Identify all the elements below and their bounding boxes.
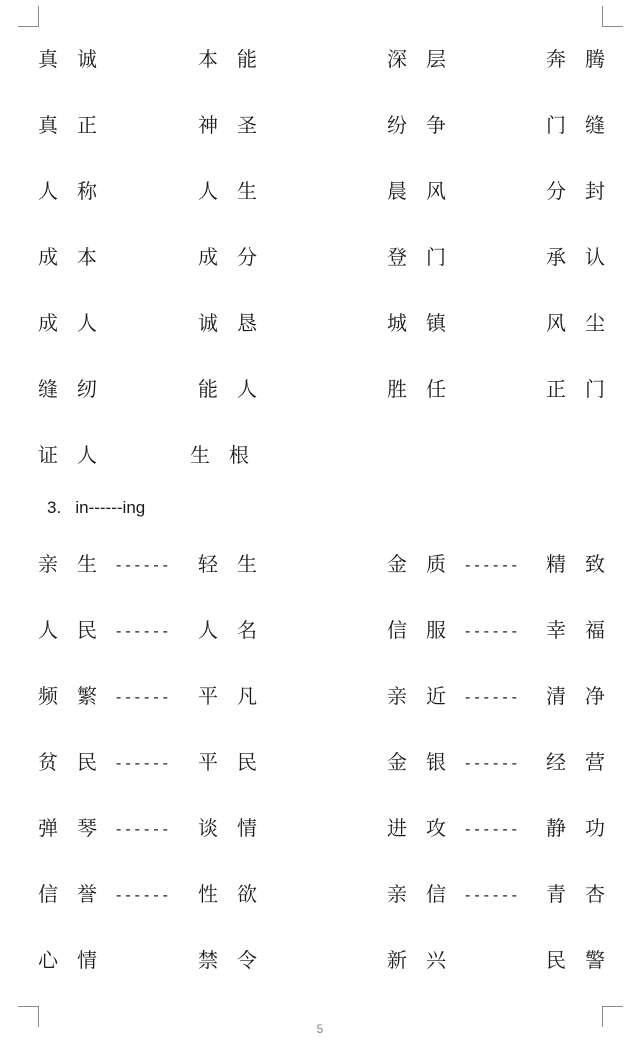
dash-connector: ------ — [116, 755, 172, 772]
dash-connector: ------ — [116, 623, 172, 640]
word-pair: 真诚 — [38, 47, 116, 71]
word: 平凡 — [198, 684, 276, 708]
word: 清净 — [546, 684, 624, 708]
word-pair: 生根 — [190, 443, 268, 467]
dash-connector: ------ — [465, 623, 521, 640]
word: 人民 — [38, 618, 116, 642]
word-pair: 能人 — [198, 377, 276, 401]
dash-connector: ------ — [116, 557, 172, 574]
dash-connector: ------ — [465, 755, 521, 772]
word: 亲生 — [38, 552, 116, 576]
word: 贫民 — [38, 750, 116, 774]
word: 心情 — [38, 948, 116, 972]
word: 禁令 — [198, 948, 276, 972]
dash-connector: ------ — [465, 689, 521, 706]
word: 幸福 — [546, 618, 624, 642]
word-pair: 登门 — [387, 245, 465, 269]
word-pair: 分封 — [546, 179, 624, 203]
word-pair: 深层 — [387, 47, 465, 71]
word: 金质 — [387, 552, 465, 576]
word: 信誉 — [38, 882, 116, 906]
word-pair: 纷争 — [387, 113, 465, 137]
word-pair: 承认 — [546, 245, 624, 269]
word: 轻生 — [198, 552, 276, 576]
word-pair: 门缝 — [546, 113, 624, 137]
word-pair: 奔腾 — [546, 47, 624, 71]
word: 青杏 — [546, 882, 624, 906]
word: 新兴 — [387, 948, 465, 972]
dash-connector: ------ — [465, 887, 521, 904]
word: 亲信 — [387, 882, 465, 906]
word-pair: 本能 — [198, 47, 276, 71]
word: 进攻 — [387, 816, 465, 840]
dash-connector: ------ — [465, 557, 521, 574]
word-pair: 风尘 — [546, 311, 624, 335]
word: 频繁 — [38, 684, 116, 708]
dash-connector: ------ — [465, 821, 521, 838]
word-pair: 胜任 — [387, 377, 465, 401]
word-pair: 城镇 — [387, 311, 465, 335]
word-pair: 神圣 — [198, 113, 276, 137]
word-pair: 缝纫 — [38, 377, 116, 401]
word: 性欲 — [198, 882, 276, 906]
word: 弹琴 — [38, 816, 116, 840]
word: 平民 — [198, 750, 276, 774]
word-pair: 成人 — [38, 311, 116, 335]
word-pair: 真正 — [38, 113, 116, 137]
word-pair: 成分 — [198, 245, 276, 269]
word: 谈情 — [198, 816, 276, 840]
word-pair: 证人 — [38, 443, 116, 467]
page-number: 5 — [316, 1022, 324, 1036]
word: 经营 — [546, 750, 624, 774]
crop-mark-top-left — [18, 6, 39, 27]
word: 亲近 — [387, 684, 465, 708]
word-pair: 人生 — [198, 179, 276, 203]
dash-connector: ------ — [116, 821, 172, 838]
word: 信服 — [387, 618, 465, 642]
word-pair: 成本 — [38, 245, 116, 269]
section-heading-in-ing: 3. in------ing — [47, 498, 146, 517]
word-pair: 人称 — [38, 179, 116, 203]
word: 静功 — [546, 816, 624, 840]
word-pair: 正门 — [546, 377, 624, 401]
word: 精致 — [546, 552, 624, 576]
crop-mark-top-right — [602, 6, 623, 27]
dash-connector: ------ — [116, 887, 172, 904]
word: 民警 — [546, 948, 624, 972]
word-pair: 晨风 — [387, 179, 465, 203]
word: 金银 — [387, 750, 465, 774]
word: 人名 — [198, 618, 276, 642]
word-pair: 诚恳 — [198, 311, 276, 335]
dash-connector: ------ — [116, 689, 172, 706]
